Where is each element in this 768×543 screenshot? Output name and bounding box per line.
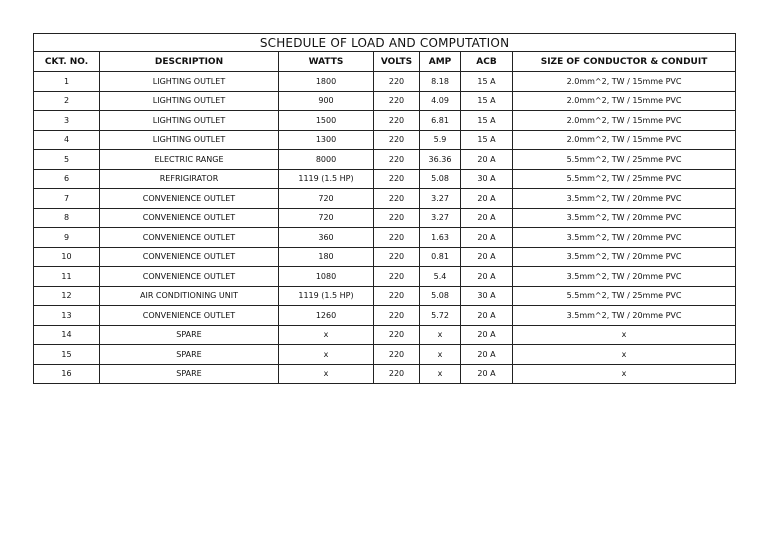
cell-volts: 220 [374, 169, 420, 189]
table-row [34, 91, 736, 111]
cell-amp: 3.27 [420, 208, 461, 228]
header-row [34, 52, 736, 72]
cell-watts: x [279, 345, 374, 365]
cell-amp: 3.27 [420, 189, 461, 209]
cell-conductor-conduit: x [513, 325, 736, 345]
table-row [34, 208, 736, 228]
cell-ckt-no: 16 [34, 364, 100, 384]
cell-conductor-conduit: 2.0mm^2, TW / 15mme PVC [513, 72, 736, 92]
cell-acb: 15 A [461, 111, 513, 131]
cell-conductor-conduit: 5.5mm^2, TW / 25mme PVC [513, 286, 736, 306]
header-conductor-conduit: SIZE OF CONDUCTOR & CONDUIT [513, 52, 736, 72]
cell-acb: 20 A [461, 228, 513, 248]
cell-watts: 1119 (1.5 HP) [279, 169, 374, 189]
cell-description: SPARE [100, 325, 279, 345]
cell-description: REFRIGIRATOR [100, 169, 279, 189]
table-row [34, 306, 736, 326]
cell-ckt-no: 13 [34, 306, 100, 326]
cell-amp: 5.4 [420, 267, 461, 287]
cell-ckt-no: 14 [34, 325, 100, 345]
cell-amp: 5.08 [420, 286, 461, 306]
cell-volts: 220 [374, 228, 420, 248]
table-row [34, 130, 736, 150]
cell-amp: x [420, 364, 461, 384]
cell-volts: 220 [374, 267, 420, 287]
cell-amp: x [420, 325, 461, 345]
cell-amp: 5.72 [420, 306, 461, 326]
table-row [34, 345, 736, 365]
cell-watts: 180 [279, 247, 374, 267]
cell-volts: 220 [374, 111, 420, 131]
cell-ckt-no: 3 [34, 111, 100, 131]
header-volts: VOLTS [374, 52, 420, 72]
table-row [34, 286, 736, 306]
cell-watts: 1080 [279, 267, 374, 287]
cell-watts: 360 [279, 228, 374, 248]
cell-conductor-conduit: 5.5mm^2, TW / 25mme PVC [513, 169, 736, 189]
cell-acb: 15 A [461, 130, 513, 150]
cell-conductor-conduit: 3.5mm^2, TW / 20mme PVC [513, 247, 736, 267]
header-acb: ACB [461, 52, 513, 72]
cell-watts: 1119 (1.5 HP) [279, 286, 374, 306]
cell-acb: 20 A [461, 345, 513, 365]
cell-watts: 720 [279, 208, 374, 228]
cell-ckt-no: 7 [34, 189, 100, 209]
cell-watts: 720 [279, 189, 374, 209]
cell-ckt-no: 8 [34, 208, 100, 228]
cell-ckt-no: 2 [34, 91, 100, 111]
cell-volts: 220 [374, 189, 420, 209]
cell-description: AIR CONDITIONING UNIT [100, 286, 279, 306]
cell-acb: 15 A [461, 91, 513, 111]
cell-acb: 15 A [461, 72, 513, 92]
cell-acb: 20 A [461, 247, 513, 267]
cell-conductor-conduit: 3.5mm^2, TW / 20mme PVC [513, 306, 736, 326]
cell-conductor-conduit: 2.0mm^2, TW / 15mme PVC [513, 111, 736, 131]
cell-acb: 20 A [461, 208, 513, 228]
cell-volts: 220 [374, 286, 420, 306]
cell-volts: 220 [374, 130, 420, 150]
cell-ckt-no: 6 [34, 169, 100, 189]
cell-amp: 36.36 [420, 150, 461, 170]
cell-watts: x [279, 364, 374, 384]
cell-watts: 8000 [279, 150, 374, 170]
title-row [34, 34, 736, 52]
cell-amp: 5.9 [420, 130, 461, 150]
cell-description: ELECTRIC RANGE [100, 150, 279, 170]
cell-acb: 20 A [461, 364, 513, 384]
cell-amp: 4.09 [420, 91, 461, 111]
cell-acb: 30 A [461, 286, 513, 306]
cell-watts: 1300 [279, 130, 374, 150]
cell-ckt-no: 11 [34, 267, 100, 287]
cell-conductor-conduit: 2.0mm^2, TW / 15mme PVC [513, 91, 736, 111]
cell-acb: 20 A [461, 306, 513, 326]
cell-description: CONVENIENCE OUTLET [100, 228, 279, 248]
cell-ckt-no: 5 [34, 150, 100, 170]
cell-ckt-no: 1 [34, 72, 100, 92]
cell-conductor-conduit: 3.5mm^2, TW / 20mme PVC [513, 267, 736, 287]
cell-volts: 220 [374, 91, 420, 111]
cell-watts: 1500 [279, 111, 374, 131]
cell-volts: 220 [374, 72, 420, 92]
table-row [34, 247, 736, 267]
table-row [34, 267, 736, 287]
table-row [34, 325, 736, 345]
cell-amp: x [420, 345, 461, 365]
table-row [34, 228, 736, 248]
header-ckt-no: CKT. NO. [34, 52, 100, 72]
table-title: SCHEDULE OF LOAD AND COMPUTATION [34, 34, 736, 52]
cell-volts: 220 [374, 364, 420, 384]
cell-description: CONVENIENCE OUTLET [100, 189, 279, 209]
cell-volts: 220 [374, 247, 420, 267]
table-row [34, 111, 736, 131]
cell-ckt-no: 9 [34, 228, 100, 248]
cell-acb: 20 A [461, 325, 513, 345]
cell-conductor-conduit: 2.0mm^2, TW / 15mme PVC [513, 130, 736, 150]
cell-conductor-conduit: 5.5mm^2, TW / 25mme PVC [513, 150, 736, 170]
cell-conductor-conduit: 3.5mm^2, TW / 20mme PVC [513, 208, 736, 228]
cell-watts: 1800 [279, 72, 374, 92]
cell-volts: 220 [374, 325, 420, 345]
header-description: DESCRIPTION [100, 52, 279, 72]
cell-volts: 220 [374, 345, 420, 365]
cell-ckt-no: 12 [34, 286, 100, 306]
cell-watts: 900 [279, 91, 374, 111]
cell-conductor-conduit: 3.5mm^2, TW / 20mme PVC [513, 228, 736, 248]
cell-conductor-conduit: x [513, 364, 736, 384]
cell-description: SPARE [100, 364, 279, 384]
cell-amp: 0.81 [420, 247, 461, 267]
cell-watts: 1260 [279, 306, 374, 326]
cell-ckt-no: 10 [34, 247, 100, 267]
cell-conductor-conduit: 3.5mm^2, TW / 20mme PVC [513, 189, 736, 209]
table-row [34, 169, 736, 189]
table-row [34, 72, 736, 92]
header-watts: WATTS [279, 52, 374, 72]
cell-acb: 20 A [461, 150, 513, 170]
table-row [34, 150, 736, 170]
cell-amp: 8.18 [420, 72, 461, 92]
cell-amp: 1.63 [420, 228, 461, 248]
cell-description: CONVENIENCE OUTLET [100, 247, 279, 267]
cell-ckt-no: 4 [34, 130, 100, 150]
cell-acb: 20 A [461, 189, 513, 209]
cell-amp: 5.08 [420, 169, 461, 189]
header-amp: AMP [420, 52, 461, 72]
cell-description: LIGHTING OUTLET [100, 111, 279, 131]
cell-description: LIGHTING OUTLET [100, 130, 279, 150]
load-schedule-table [33, 33, 736, 384]
cell-amp: 6.81 [420, 111, 461, 131]
cell-description: LIGHTING OUTLET [100, 72, 279, 92]
cell-description: CONVENIENCE OUTLET [100, 267, 279, 287]
cell-ckt-no: 15 [34, 345, 100, 365]
table-row [34, 189, 736, 209]
table-row [34, 364, 736, 384]
cell-volts: 220 [374, 306, 420, 326]
cell-description: CONVENIENCE OUTLET [100, 208, 279, 228]
cell-description: LIGHTING OUTLET [100, 91, 279, 111]
cell-acb: 30 A [461, 169, 513, 189]
cell-description: SPARE [100, 345, 279, 365]
cell-description: CONVENIENCE OUTLET [100, 306, 279, 326]
cell-acb: 20 A [461, 267, 513, 287]
cell-volts: 220 [374, 208, 420, 228]
cell-conductor-conduit: x [513, 345, 736, 365]
cell-volts: 220 [374, 150, 420, 170]
cell-watts: x [279, 325, 374, 345]
